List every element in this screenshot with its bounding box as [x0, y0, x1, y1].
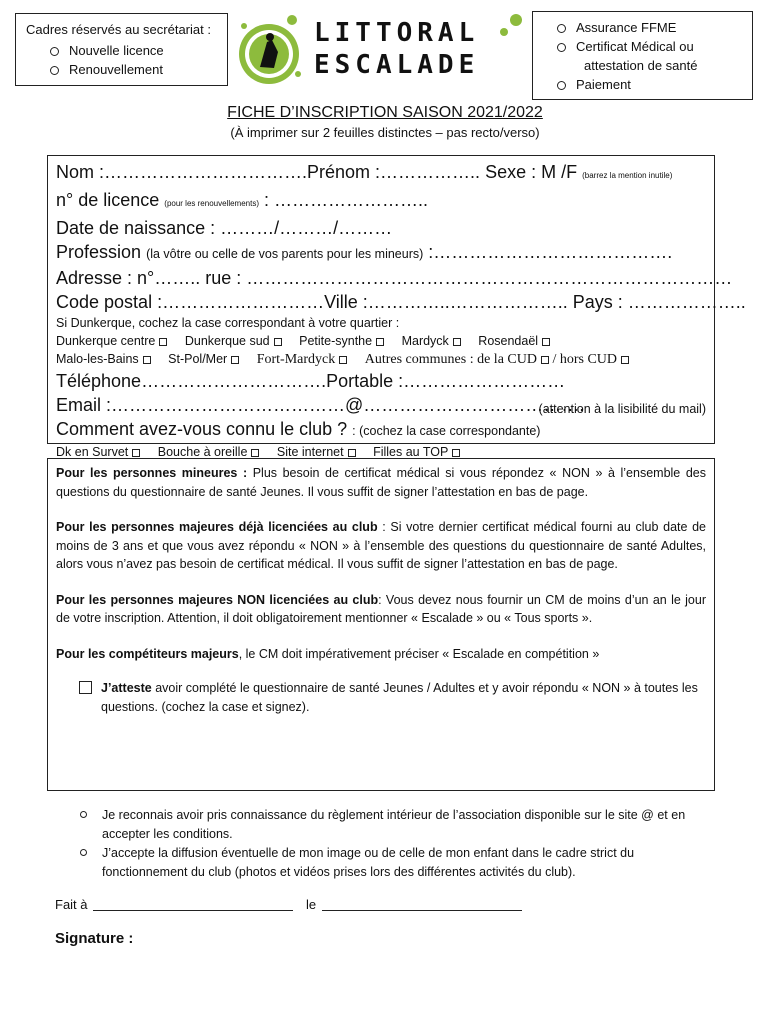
connu-line: Comment avez-vous connu le club ? : (cochez la case correspondante) [56, 419, 541, 439]
profession-line[interactable]: Profession (la vôtre ou celle de vos parents pour les mineurs) :…………………………………. [56, 242, 673, 262]
naissance-line[interactable]: Date de naissance : ………/………/……… [56, 218, 393, 238]
checkbox-icon[interactable] [159, 338, 167, 346]
quartier-checkbox[interactable]: Rosendaël [478, 334, 550, 348]
option-renouvellement[interactable]: Renouvellement [50, 62, 217, 77]
fait-a-field[interactable] [93, 910, 293, 911]
le-label: le [306, 897, 317, 912]
logo-line1: LITTORAL [314, 18, 480, 48]
source-checkbox[interactable]: Filles au TOP [373, 445, 460, 459]
checkbox-icon[interactable] [542, 338, 550, 346]
consent-list [80, 806, 720, 881]
inscription-form [47, 155, 746, 459]
date-field[interactable] [322, 910, 522, 911]
radio-circle-icon[interactable] [80, 811, 87, 818]
checklist-item[interactable]: Assurance FFME [557, 18, 742, 37]
checkbox-icon[interactable] [274, 338, 282, 346]
quartier-checkbox[interactable]: Mardyck [402, 334, 461, 348]
checkbox-icon[interactable] [621, 356, 629, 364]
radio-circle-icon[interactable] [50, 66, 59, 75]
medical-info-box [47, 458, 715, 791]
radio-circle-icon[interactable] [557, 81, 566, 90]
info-competiteurs: Pour les compétiteurs majeurs, le CM doit impérativement préciser « Escalade en compétition » [56, 646, 600, 661]
dunkerque-note: Si Dunkerque, cochez la case correspondant à votre quartier : [56, 316, 400, 330]
option-nouvelle-licence[interactable]: Nouvelle licence [50, 43, 217, 58]
quartier-checkbox[interactable]: Dunkerque sud [185, 334, 282, 348]
quartier-checkbox[interactable]: Autres communes : de la CUD / hors CUD [365, 352, 629, 367]
consent-reglement[interactable]: Je reconnais avoir pris connaissance du règlement intérieur de l’association disponible sur le site @ et en accepter les conditions. [80, 806, 720, 843]
quartiers-row2 [56, 350, 706, 369]
attest-checkbox[interactable] [79, 681, 92, 694]
club-logo [234, 10, 524, 90]
checkbox-icon[interactable] [348, 449, 356, 457]
radio-circle-icon[interactable] [557, 24, 566, 33]
secretariat-title: Cadres réservés au secrétariat : [26, 22, 211, 37]
checklist-item[interactable]: Paiement [557, 75, 742, 94]
source-checkbox[interactable]: Dk en Survet [56, 445, 140, 459]
code-postal-line[interactable]: Code postal :………………………Ville :…………..……………….. Pays : ……………….. [56, 292, 746, 312]
page-title: FICHE D’INSCRIPTION SAISON 2021/2022 [227, 104, 543, 121]
info-mineurs: Pour les personnes mineures : Plus besoin de certificat médical si vous répondez « NON » à l’ensemble des questions du questionnaire de santé Jeunes. Il vous suffit de signer l’attestation en bas de page. [56, 466, 706, 499]
decor-dots-icon [496, 10, 526, 40]
quartier-checkbox[interactable]: Malo-les-Bains [56, 352, 151, 366]
radio-circle-icon[interactable] [80, 849, 87, 856]
checklist-item[interactable]: Certificat Médical ou [557, 37, 742, 56]
checkbox-icon[interactable] [143, 356, 151, 364]
source-checkbox[interactable]: Site internet [277, 445, 356, 459]
checklist-item-continued: attestation de santé [584, 58, 698, 73]
climber-logo-icon [234, 12, 304, 88]
email-line[interactable]: Email :…………………………………@………………………………. (attention à la lisibilité du mail) [56, 393, 706, 417]
adresse-line[interactable]: Adresse : n°…….. rue : ……………………………………………………………………… [56, 268, 733, 288]
quartier-checkbox[interactable]: Dunkerque centre [56, 334, 167, 348]
quartiers-row1 [56, 332, 706, 350]
checklist-box [532, 11, 753, 100]
checkbox-icon[interactable] [452, 449, 460, 457]
telephone-line[interactable]: Téléphone………………………….Portable :……………………… [56, 371, 566, 391]
secretariat-box [15, 13, 228, 86]
signature-area[interactable] [150, 925, 710, 1005]
checkbox-icon[interactable] [132, 449, 140, 457]
email-note: (attention à la lisibilité du mail) [538, 402, 706, 416]
checkbox-icon[interactable] [376, 338, 384, 346]
logo-line2: ESCALADE [314, 50, 480, 80]
nom-line[interactable]: Nom :…………………………….Prénom :…………….. Sexe : M /F (barrez la mention inutile) [56, 162, 673, 182]
quartier-checkbox[interactable]: Petite-synthe [299, 334, 384, 348]
radio-circle-icon[interactable] [50, 47, 59, 56]
source-checkbox[interactable]: Bouche à oreille [158, 445, 260, 459]
quartier-checkbox[interactable]: St-Pol/Mer [168, 352, 239, 366]
checkbox-icon[interactable] [541, 356, 549, 364]
checkbox-icon[interactable] [251, 449, 259, 457]
quartier-checkbox[interactable]: Fort-Mardyck [257, 352, 348, 367]
info-majeurs-licencies: Pour les personnes majeures déjà licenciées au club : Si votre dernier certificat médical fourni au club date de moins de 3 ans et que vous avez répondu « NON » à l’ensemble des questions du questionnaire de santé Adultes, alors vous n’avez pas besoin de certificat médical. Il vous suffit de signer l’attestation en bas de page. [56, 520, 706, 571]
page-subtitle: (À imprimer sur 2 feuilles distinctes – pas recto/verso) [230, 125, 540, 140]
licence-line[interactable]: n° de licence (pour les renouvellements) : …………………….. [56, 190, 429, 210]
radio-circle-icon[interactable] [557, 43, 566, 52]
checkbox-icon[interactable] [339, 356, 347, 364]
checkbox-icon[interactable] [453, 338, 461, 346]
attestation: J’atteste avoir complété le questionnaire de santé Jeunes / Adultes et y avoir répondu « NON » à toutes les questions. (cochez la case et signez). [56, 679, 706, 716]
fait-a-label: Fait à [55, 897, 88, 912]
signature-label: Signature : [55, 930, 134, 947]
checkbox-icon[interactable] [231, 356, 239, 364]
consent-image[interactable]: J’accepte la diffusion éventuelle de mon image ou de celle de mon enfant dans le cadre strict du fonctionnement du club (photos et vidéos prises lors des différentes activités du club). [80, 844, 720, 881]
info-majeurs-non-licencies: Pour les personnes majeures NON licenciées au club: Vous devez nous fournir un CM de moins d’un an le jour de votre inscription. Attention, il doit obligatoirement mentionner « Escalade » ou « Tous sports ». [56, 592, 706, 625]
